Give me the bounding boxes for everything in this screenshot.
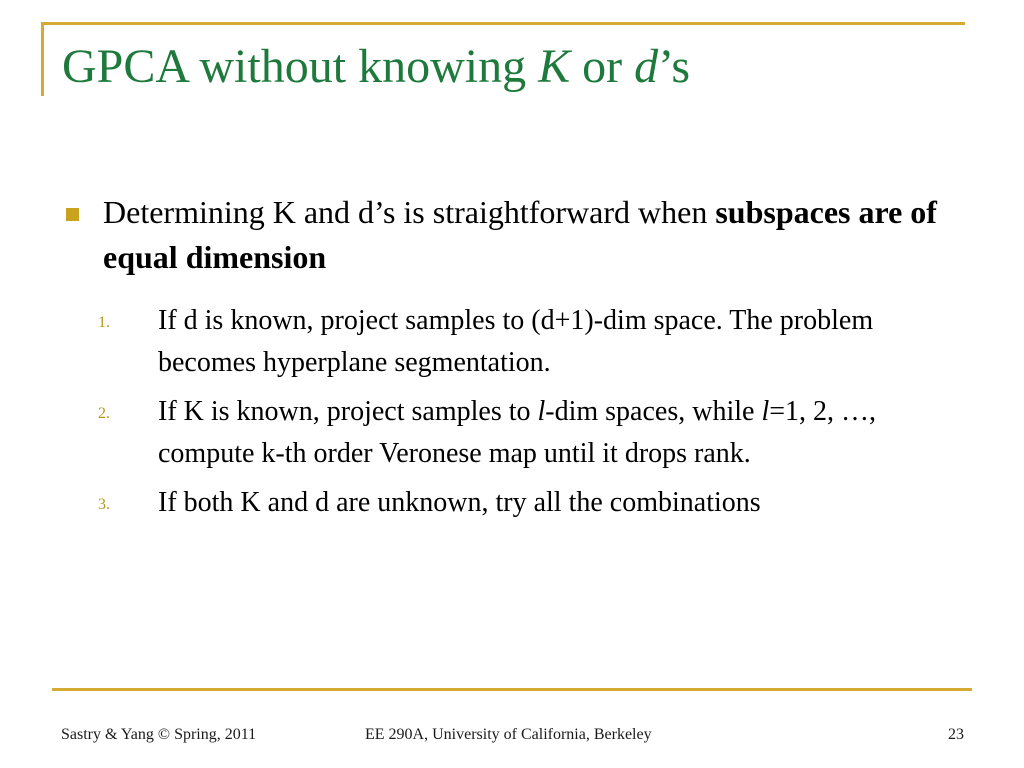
main-bullet-text	[103, 190, 962, 280]
list-item-var-l: l	[761, 396, 770, 427]
title-text-2: or	[570, 40, 635, 93]
slide-title	[62, 38, 690, 96]
square-bullet-icon	[66, 208, 79, 221]
title-accent-vertical-line	[41, 22, 44, 96]
list-item-number: 1.	[98, 314, 110, 331]
footer-authors: Sastry & Yang © Spring, 2011	[61, 726, 257, 743]
list-item-text-a: If K is known, project samples to	[158, 396, 538, 427]
list-item	[98, 391, 968, 475]
title-d: d	[634, 40, 659, 93]
list-item-text-b: -dim spaces, while	[545, 396, 762, 427]
main-bullet-lead: Determining K and d’s is straightforward when	[103, 194, 716, 230]
main-bullet-bold: subspaces are of equal dimension	[103, 194, 937, 275]
list-item-text: If both K and d are unknown, try all the combinations	[158, 487, 761, 518]
footer-divider	[52, 688, 972, 691]
title-k: K	[538, 40, 571, 93]
list-item-var-l: l	[537, 396, 546, 427]
numbered-list	[98, 300, 968, 531]
main-bullet	[62, 190, 962, 280]
footer-course: EE 290A, University of California, Berkeley	[365, 726, 652, 743]
list-item-number: 2.	[98, 405, 110, 422]
page-number: 23	[948, 726, 964, 743]
list-item-text	[158, 391, 968, 475]
title-text-1: GPCA without knowing	[62, 40, 539, 93]
list-item-text: If d is known, project samples to (d+1)-dim space. The problem becomes hyperplane segmentation.	[158, 305, 874, 378]
list-item	[98, 300, 968, 384]
list-item-text-c: =1, 2, …, compute k-th order Veronese map until it drops rank.	[158, 396, 877, 469]
list-item	[98, 482, 968, 524]
title-text-3: ’s	[658, 40, 691, 93]
list-item-number: 3.	[98, 496, 110, 513]
title-accent-horizontal-line	[41, 22, 965, 25]
